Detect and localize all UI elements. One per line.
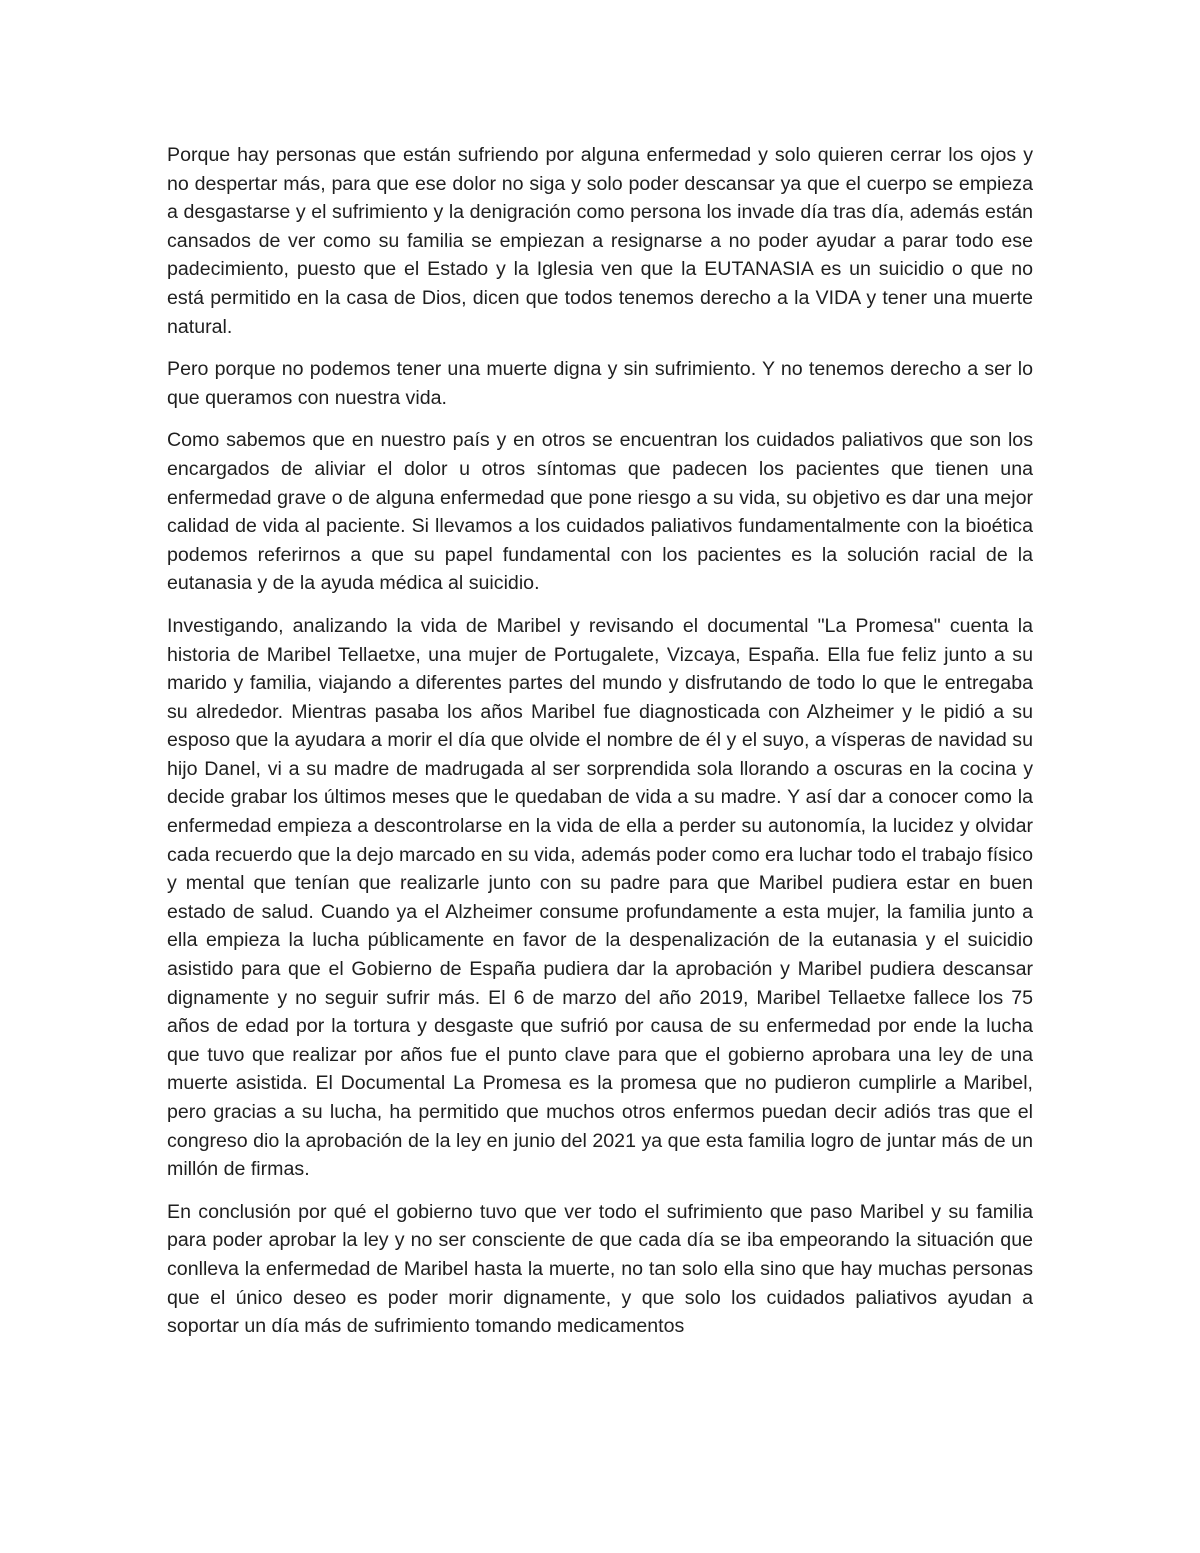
paragraph-palliative-care: Como sabemos que en nuestro país y en otros se encuentran los cuidados paliativos que son los encargados de aliviar el dolor u otros síntomas que padecen los pacientes que tienen una enfermedad grave o de alguna enfermedad que pone riesgo a su vida, su objetivo es dar una mejor calidad de vida al paciente. Si llevamos a los cuidados paliativos fundamentalmente con la bioética podemos referirnos a que su papel fundamental con los pacientes es la solución racial de la eutanasia y de la ayuda médica al suicidio. — [167, 429, 1033, 595]
paragraph-intro: Porque hay personas que están sufriendo por alguna enfermedad y solo quieren cerrar los ojos y no despertar más, para que ese dolor no siga y solo poder descansar ya que el cuerpo se empieza a desgastarse y el sufrimiento y la denigración como persona los invade día tras día, además están cansados de ver como su familia se empiezan a resignarse a no poder ayudar a parar todo ese padecimiento, puesto que el Estado y la Iglesia ven que la EUTANASIA es un suicidio o que no está permitido en la casa de Dios, dicen que todos tenemos derecho a la VIDA y tener una muerte natural. — [167, 144, 1033, 338]
paragraph-question: Pero porque no podemos tener una muerte digna y sin sufrimiento. Y no tenemos derecho a ser lo que queramos con nuestra vida. — [167, 358, 1033, 409]
document-body — [167, 141, 1033, 1355]
paragraph-conclusion: En conclusión por qué el gobierno tuvo que ver todo el sufrimiento que paso Maribel y su familia para poder aprobar la ley y no ser consciente de que cada día se iba empeorando la situación que conlleva la enfermedad de Maribel hasta la muerte, no tan solo ella sino que hay muchas personas que el único deseo es poder morir dignamente, y que solo los cuidados paliativos ayudan a soportar un día más de sufrimiento tomando medicamentos — [167, 1200, 1033, 1338]
paragraph-la-promesa: Investigando, analizando la vida de Maribel y revisando el documental "La Promesa" cuenta la historia de Maribel Tellaetxe, una mujer de Portugalete, Vizcaya, España. Ella fue feliz junto a su marido y familia, viajando a diferentes partes del mundo y disfrutando de todo lo que le entregaba su alrededor. Mientras pasaba los años Maribel fue diagnosticada con Alzheimer y le pidió a su esposo que la ayudara a morir el día que olvide el nombre de él y el suyo, a vísperas de navidad su hijo Danel, vi a su madre de madrugada al ser sorprendida sola llorando a oscuras en la cocina y decide grabar los últimos meses que le quedaban de vida a su madre. Y así dar a conocer como la enfermedad empieza a descontrolarse en la vida de ella a perder su autonomía, la lucidez y olvidar cada recuerdo que la dejo marcado en su vida, además poder como era luchar todo el trabajo físico y mental que tenían que realizarle junto con su padre para que Maribel pudiera estar en buen estado de salud. Cuando ya el Alzheimer consume profundamente a esta mujer, la familia junto a ella empieza la lucha públicamente en favor de la despenalización de la eutanasia y el suicidio asistido para que el Gobierno de España pudiera dar la aprobación y Maribel pudiera descansar dignamente y no seguir sufrir más. El 6 de marzo del año 2019, Maribel Tellaetxe fallece los 75 años de edad por la tortura y desgaste que sufrió por causa de su enfermedad por ende la lucha que tuvo que realizar por años fue el punto clave para que el gobierno aprobara una ley de una muerte asistida. El Documental La Promesa es la promesa que no pudieron cumplirle a Maribel, pero gracias a su lucha, ha permitido que muchos otros enfermos puedan decir adiós tras que el congreso dio la aprobación de la ley en junio del 2021 ya que esta familia logro de juntar más de un millón de firmas. — [167, 614, 1033, 1181]
